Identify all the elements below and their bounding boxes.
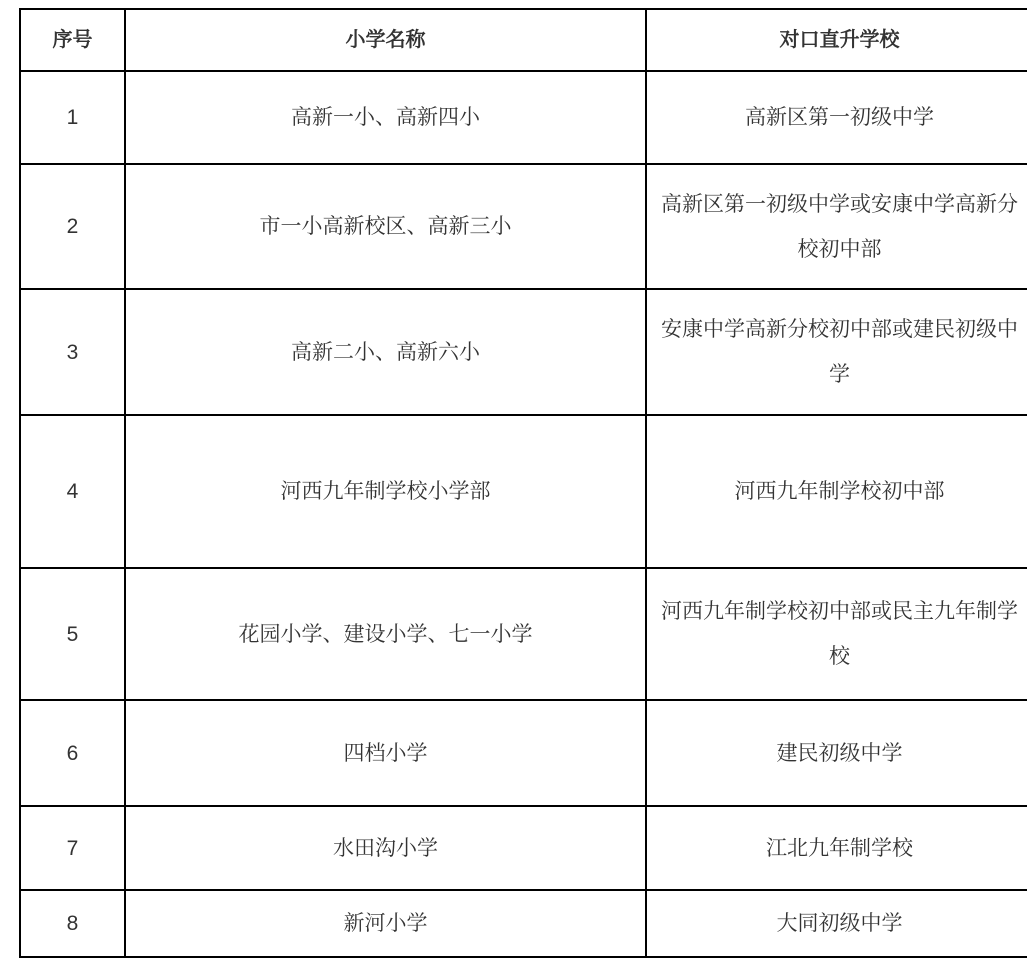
serial-number-cell: 2 [20, 164, 125, 289]
header-primary-school: 小学名称 [125, 9, 646, 71]
primary-school-cell: 水田沟小学 [125, 806, 646, 890]
serial-number-cell: 8 [20, 890, 125, 957]
table-body [20, 71, 1027, 957]
table-row [20, 164, 1027, 289]
primary-school-cell: 高新一小、高新四小 [125, 71, 646, 164]
header-target-school: 对口直升学校 [646, 9, 1027, 71]
school-promotion-table [19, 8, 1027, 958]
table-row [20, 71, 1027, 164]
primary-school-cell: 四档小学 [125, 700, 646, 806]
serial-number-cell: 1 [20, 71, 125, 164]
target-school-cell: 建民初级中学 [646, 700, 1027, 806]
table-row [20, 700, 1027, 806]
table-row [20, 289, 1027, 415]
table-row [20, 806, 1027, 890]
serial-number-cell: 5 [20, 568, 125, 700]
table-row [20, 890, 1027, 957]
target-school-cell: 河西九年制学校初中部或民主九年制学校 [646, 568, 1027, 700]
target-school-cell: 大同初级中学 [646, 890, 1027, 957]
primary-school-cell: 新河小学 [125, 890, 646, 957]
target-school-cell: 江北九年制学校 [646, 806, 1027, 890]
table-row [20, 568, 1027, 700]
table-row [20, 415, 1027, 568]
primary-school-cell: 花园小学、建设小学、七一小学 [125, 568, 646, 700]
header-row [20, 9, 1027, 71]
serial-number-cell: 7 [20, 806, 125, 890]
serial-number-cell: 4 [20, 415, 125, 568]
primary-school-cell: 高新二小、高新六小 [125, 289, 646, 415]
serial-number-cell: 6 [20, 700, 125, 806]
target-school-cell: 河西九年制学校初中部 [646, 415, 1027, 568]
header-serial-number: 序号 [20, 9, 125, 71]
target-school-cell: 高新区第一初级中学 [646, 71, 1027, 164]
serial-number-cell: 3 [20, 289, 125, 415]
primary-school-cell: 河西九年制学校小学部 [125, 415, 646, 568]
primary-school-cell: 市一小高新校区、高新三小 [125, 164, 646, 289]
target-school-cell: 高新区第一初级中学或安康中学高新分校初中部 [646, 164, 1027, 289]
target-school-cell: 安康中学高新分校初中部或建民初级中学 [646, 289, 1027, 415]
